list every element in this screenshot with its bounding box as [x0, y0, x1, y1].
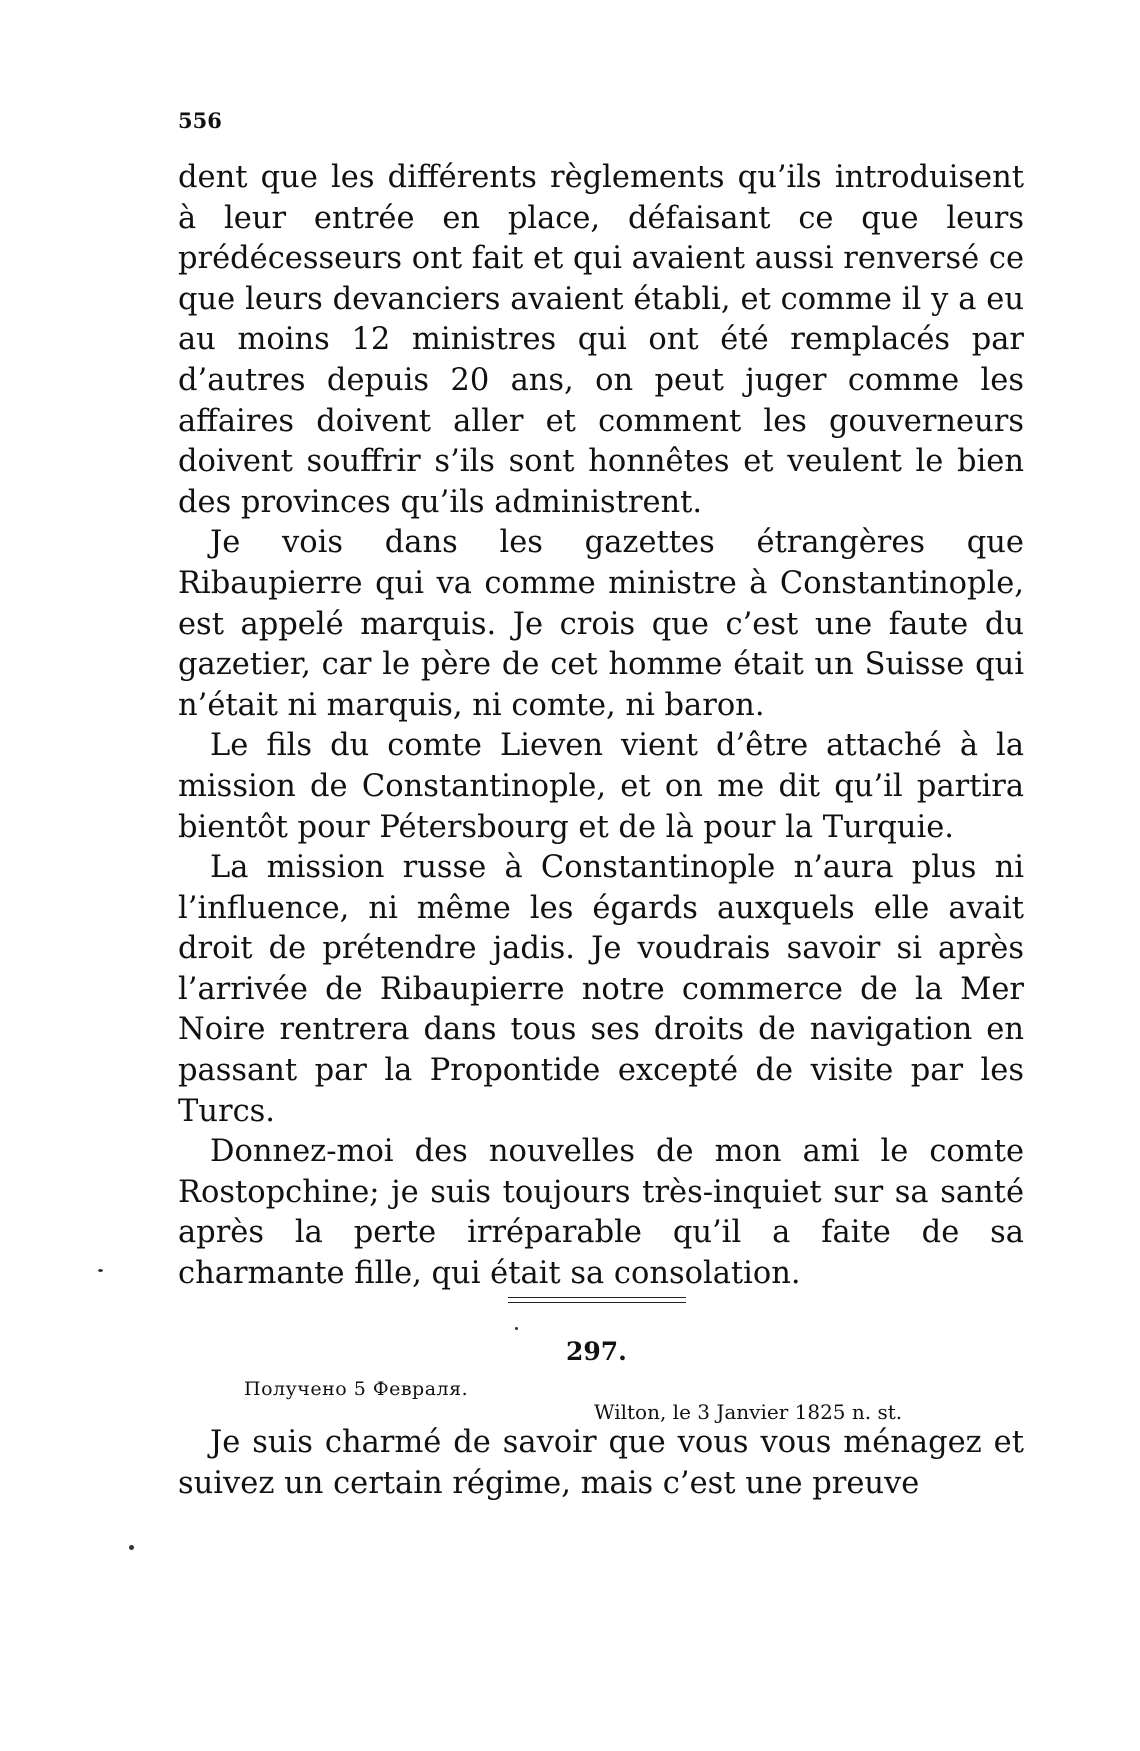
letter-number: 297. — [566, 1337, 627, 1366]
paragraph: Donnez-moi des nouvelles de mon ami le comte Rostopchine; je suis toujours très-inquiet sur sa santé après la perte irréparable qu’il a faite de sa charmante fille, qui était sa consolation. — [178, 1134, 1024, 1292]
paragraph: La mission russe à Constantinople n’aura plus ni l’influence, ni même les égards auxquels elle avait droit de prétendre jadis. Je voudrais savoir si après l’arrivée de Ribaupierre notre commerce de la Mer Noire rentrera dans tous ses droits de navigation en passant par la Propontide excepté de visite par les Turcs. — [178, 850, 1024, 1129]
paragraph: dent que les différents règlements qu’ils introduisent à leur entrée en place, défaisant ce que leurs prédécesseurs ont fait et qui avaient aussi renversé ce que leurs devanciers avaient établi, et comme il y a eu au moins 12 ministres qui ont été remplacés par d’autres depuis 20 ans, on peut juger comme les affaires doivent aller et comment les gouverneurs doivent souffrir s’ils sont honnêtes et veulent le bien des provinces qu’ils administrent. — [178, 160, 1024, 520]
section-divider — [508, 1302, 686, 1303]
letter-body-continued — [178, 158, 1024, 1295]
scan-speck — [98, 1269, 103, 1272]
page-number: 556 — [178, 108, 222, 133]
letter-body-new — [178, 1423, 1024, 1504]
section-divider — [508, 1297, 686, 1298]
paragraph: Je suis charmé de savoir que vous vous ménagez et suivez un certain régime, mais c’est une preuve — [178, 1425, 1024, 1501]
received-note: Получено 5 Февраля. — [244, 1378, 469, 1400]
scan-speck — [129, 1545, 134, 1550]
scan-speck — [515, 1327, 518, 1330]
paragraph: Le fils du comte Lieven vient d’être attaché à la mission de Constantinople, et on me dit qu’il partira bientôt pour Pétersbourg et de là pour la Turquie. — [178, 728, 1024, 845]
letter-dateline: Wilton, le 3 Janvier 1825 n. st. — [594, 1400, 903, 1424]
paragraph: Je vois dans les gazettes étrangères que Ribaupierre qui va comme ministre à Constantinople, est appelé marquis. Je crois que c’est une faute du gazetier, car le père de cet homme était un Suisse qui n’était ni marquis, ni comte, ni baron. — [178, 525, 1024, 723]
